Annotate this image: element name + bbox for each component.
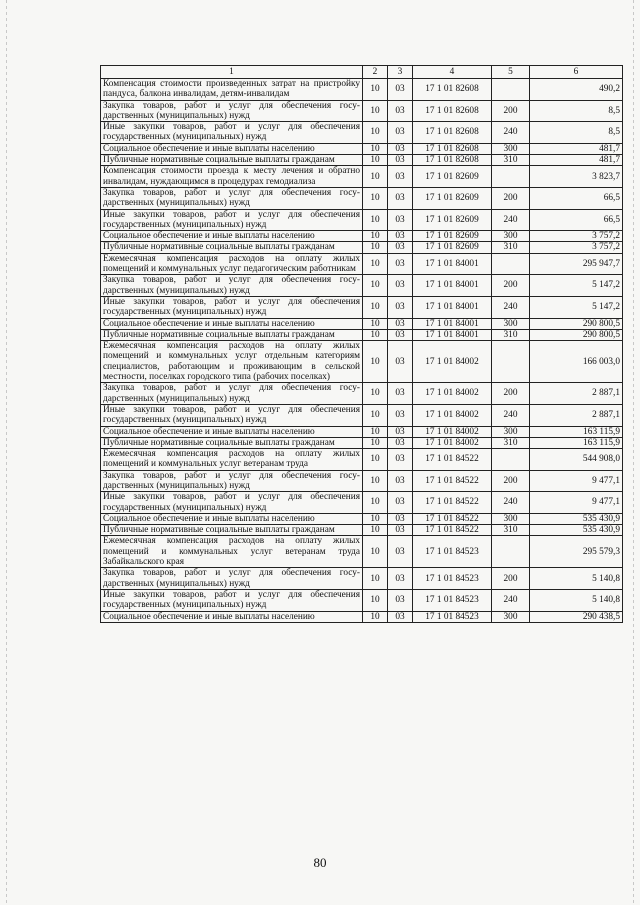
amount-cell: 163 115,9 <box>530 437 623 448</box>
expense-type-cell: 240 <box>492 589 530 611</box>
expense-name-cell: Иные закупки товаров, работ и услуг для обеспечения государственных (муниципальных) нужд <box>101 404 363 426</box>
table-row <box>101 242 623 253</box>
target-article-cell: 17 1 01 84522 <box>413 449 492 471</box>
section-code-cell: 10 <box>363 426 388 437</box>
subsection-code-cell: 03 <box>388 122 413 144</box>
subsection-code-cell: 03 <box>388 329 413 340</box>
expense-type-cell: 310 <box>492 155 530 166</box>
expense-type-cell: 310 <box>492 242 530 253</box>
subsection-code-cell: 03 <box>388 100 413 122</box>
target-article-cell: 17 1 01 84001 <box>413 296 492 318</box>
amount-cell: 163 115,9 <box>530 426 623 437</box>
amount-cell: 295 947,7 <box>530 253 623 275</box>
table-row <box>101 166 623 188</box>
table-row <box>101 611 623 622</box>
section-code-cell: 10 <box>363 242 388 253</box>
expense-name-cell: Иные закупки товаров, работ и услуг для обеспечения государственных (муниципальных) нужд <box>101 296 363 318</box>
subsection-code-cell: 03 <box>388 242 413 253</box>
subsection-code-cell: 03 <box>388 166 413 188</box>
expense-type-cell: 310 <box>492 329 530 340</box>
subsection-code-cell: 03 <box>388 209 413 231</box>
target-article-cell: 17 1 01 84523 <box>413 536 492 568</box>
table-row <box>101 143 623 154</box>
expense-type-cell: 300 <box>492 231 530 242</box>
page-number: 80 <box>313 855 327 870</box>
amount-cell: 290 800,5 <box>530 318 623 329</box>
subsection-code-cell: 03 <box>388 611 413 622</box>
expense-name-cell: Закупка товаров, работ и услуг для обеспечения государственных (муниципальных) нужд <box>101 383 363 405</box>
table-row <box>101 296 623 318</box>
subsection-code-cell: 03 <box>388 341 413 383</box>
header-col-4: 4 <box>413 66 492 79</box>
section-code-cell: 10 <box>363 318 388 329</box>
target-article-cell: 17 1 01 84002 <box>413 426 492 437</box>
subsection-code-cell: 03 <box>388 449 413 471</box>
table-row <box>101 449 623 471</box>
subsection-code-cell: 03 <box>388 275 413 297</box>
subsection-code-cell: 03 <box>388 187 413 209</box>
section-code-cell: 10 <box>363 536 388 568</box>
target-article-cell: 17 1 01 84001 <box>413 275 492 297</box>
expense-type-cell: 310 <box>492 437 530 448</box>
target-article-cell: 17 1 01 84523 <box>413 568 492 590</box>
budget-table <box>100 65 623 623</box>
expense-name-cell: Иные закупки товаров, работ и услуг для обеспечения государственных (муниципальных) нужд <box>101 209 363 231</box>
target-article-cell: 17 1 01 84001 <box>413 329 492 340</box>
expense-name-cell: Иные закупки товаров, работ и услуг для обеспечения государственных (муниципальных) нужд <box>101 589 363 611</box>
header-col-6: 6 <box>530 66 623 79</box>
amount-cell: 9 477,1 <box>530 492 623 514</box>
target-article-cell: 17 1 01 84523 <box>413 589 492 611</box>
section-code-cell: 10 <box>363 513 388 524</box>
expense-name-cell: Компенсация стоимости проезда к месту лечения и обратно инвалидам, нуждающимся в процедурах гемодиализа <box>101 166 363 188</box>
target-article-cell: 17 1 01 82608 <box>413 100 492 122</box>
target-article-cell: 17 1 01 82609 <box>413 187 492 209</box>
table-row <box>101 155 623 166</box>
header-col-5: 5 <box>492 66 530 79</box>
amount-cell: 544 908,0 <box>530 449 623 471</box>
subsection-code-cell: 03 <box>388 253 413 275</box>
page-edge-left <box>6 0 7 905</box>
target-article-cell: 17 1 01 82609 <box>413 209 492 231</box>
target-article-cell: 17 1 01 84002 <box>413 437 492 448</box>
amount-cell: 8,5 <box>530 100 623 122</box>
section-code-cell: 10 <box>363 187 388 209</box>
section-code-cell: 10 <box>363 143 388 154</box>
expense-type-cell: 300 <box>492 318 530 329</box>
expense-name-cell: Компенсация стоимости произведенных затрат на пристройку пандуса, балкона инвалидам, детям-инвалидам <box>101 79 363 101</box>
expense-name-cell: Публичные нормативные социальные выплаты гражданам <box>101 155 363 166</box>
amount-cell: 166 003,0 <box>530 341 623 383</box>
target-article-cell: 17 1 01 82609 <box>413 231 492 242</box>
section-code-cell: 10 <box>363 492 388 514</box>
target-article-cell: 17 1 01 84522 <box>413 470 492 492</box>
target-article-cell: 17 1 01 84522 <box>413 525 492 536</box>
target-article-cell: 17 1 01 82609 <box>413 166 492 188</box>
section-code-cell: 10 <box>363 79 388 101</box>
expense-name-cell: Ежемесячная компенсация расходов на оплату жилых помещений и коммунальных услуг ветеранам труда <box>101 449 363 471</box>
subsection-code-cell: 03 <box>388 143 413 154</box>
target-article-cell: 17 1 01 84522 <box>413 513 492 524</box>
subsection-code-cell: 03 <box>388 79 413 101</box>
subsection-code-cell: 03 <box>388 589 413 611</box>
expense-name-cell: Иные закупки товаров, работ и услуг для обеспечения государственных (муниципальных) нужд <box>101 122 363 144</box>
section-code-cell: 10 <box>363 383 388 405</box>
target-article-cell: 17 1 01 84523 <box>413 611 492 622</box>
expense-name-cell: Ежемесячная компенсация расходов на оплату жилых помещений и коммунальных услуг ветеранам труда Забайкальского края <box>101 536 363 568</box>
amount-cell: 2 887,1 <box>530 383 623 405</box>
amount-cell: 295 579,3 <box>530 536 623 568</box>
expense-type-cell <box>492 341 530 383</box>
expense-name-cell: Публичные нормативные социальные выплаты гражданам <box>101 437 363 448</box>
amount-cell: 3 757,2 <box>530 242 623 253</box>
expense-name-cell: Публичные нормативные социальные выплаты гражданам <box>101 242 363 253</box>
amount-cell: 5 147,2 <box>530 296 623 318</box>
expense-name-cell: Закупка товаров, работ и услуг для обеспечения государственных (муниципальных) нужд <box>101 568 363 590</box>
section-code-cell: 10 <box>363 231 388 242</box>
expense-type-cell: 300 <box>492 611 530 622</box>
table-row <box>101 536 623 568</box>
header-col-3: 3 <box>388 66 413 79</box>
table-row <box>101 589 623 611</box>
table-header-row <box>101 66 623 79</box>
subsection-code-cell: 03 <box>388 568 413 590</box>
table-row <box>101 437 623 448</box>
section-code-cell: 10 <box>363 329 388 340</box>
section-code-cell: 10 <box>363 166 388 188</box>
amount-cell: 2 887,1 <box>530 404 623 426</box>
amount-cell: 535 430,9 <box>530 525 623 536</box>
expense-type-cell <box>492 449 530 471</box>
table-row <box>101 341 623 383</box>
table-row <box>101 209 623 231</box>
subsection-code-cell: 03 <box>388 492 413 514</box>
subsection-code-cell: 03 <box>388 231 413 242</box>
expense-type-cell: 240 <box>492 122 530 144</box>
subsection-code-cell: 03 <box>388 383 413 405</box>
table-row <box>101 329 623 340</box>
table-row <box>101 100 623 122</box>
expense-type-cell: 240 <box>492 296 530 318</box>
expense-name-cell: Социальное обеспечение и иные выплаты населению <box>101 318 363 329</box>
expense-name-cell: Закупка товаров, работ и услуг для обеспечения государственных (муниципальных) нужд <box>101 470 363 492</box>
target-article-cell: 17 1 01 82608 <box>413 143 492 154</box>
amount-cell: 290 800,5 <box>530 329 623 340</box>
header-col-2: 2 <box>363 66 388 79</box>
expense-name-cell: Закупка товаров, работ и услуг для обеспечения государственных (муниципальных) нужд <box>101 100 363 122</box>
amount-cell: 5 147,2 <box>530 275 623 297</box>
section-code-cell: 10 <box>363 589 388 611</box>
target-article-cell: 17 1 01 84002 <box>413 383 492 405</box>
section-code-cell: 10 <box>363 470 388 492</box>
table-row <box>101 383 623 405</box>
section-code-cell: 10 <box>363 525 388 536</box>
expense-type-cell: 240 <box>492 492 530 514</box>
expense-name-cell: Социальное обеспечение и иные выплаты населению <box>101 143 363 154</box>
section-code-cell: 10 <box>363 437 388 448</box>
subsection-code-cell: 03 <box>388 318 413 329</box>
amount-cell: 3 757,2 <box>530 231 623 242</box>
expense-name-cell: Иные закупки товаров, работ и услуг для обеспечения государственных (муниципальных) нужд <box>101 492 363 514</box>
target-article-cell: 17 1 01 84001 <box>413 253 492 275</box>
target-article-cell: 17 1 01 82609 <box>413 242 492 253</box>
expense-type-cell: 310 <box>492 525 530 536</box>
target-article-cell: 17 1 01 84522 <box>413 492 492 514</box>
expense-type-cell <box>492 166 530 188</box>
expense-name-cell: Ежемесячная компенсация расходов на оплату жилых помещений и коммунальных услуг отдельным категориям специалистов, работающим и проживающим в сельской местности, поселках городского типа (рабочих поселках) <box>101 341 363 383</box>
expense-name-cell: Социальное обеспечение и иные выплаты населению <box>101 426 363 437</box>
expense-type-cell <box>492 253 530 275</box>
table-row <box>101 187 623 209</box>
table-row <box>101 231 623 242</box>
expense-type-cell <box>492 536 530 568</box>
expense-type-cell: 200 <box>492 275 530 297</box>
table-row <box>101 525 623 536</box>
expense-name-cell: Социальное обеспечение и иные выплаты населению <box>101 513 363 524</box>
expense-type-cell: 240 <box>492 209 530 231</box>
page-edge-right <box>633 0 634 905</box>
expense-name-cell: Публичные нормативные социальные выплаты гражданам <box>101 525 363 536</box>
expense-type-cell: 200 <box>492 470 530 492</box>
subsection-code-cell: 03 <box>388 404 413 426</box>
subsection-code-cell: 03 <box>388 536 413 568</box>
section-code-cell: 10 <box>363 568 388 590</box>
section-code-cell: 10 <box>363 155 388 166</box>
expense-type-cell: 300 <box>492 513 530 524</box>
target-article-cell: 17 1 01 82608 <box>413 122 492 144</box>
section-code-cell: 10 <box>363 341 388 383</box>
subsection-code-cell: 03 <box>388 437 413 448</box>
expense-type-cell: 240 <box>492 404 530 426</box>
section-code-cell: 10 <box>363 209 388 231</box>
target-article-cell: 17 1 01 82608 <box>413 79 492 101</box>
table-body <box>101 79 623 623</box>
target-article-cell: 17 1 01 84002 <box>413 341 492 383</box>
amount-cell: 490,2 <box>530 79 623 101</box>
section-code-cell: 10 <box>363 122 388 144</box>
expense-name-cell: Социальное обеспечение и иные выплаты населению <box>101 231 363 242</box>
amount-cell: 535 430,9 <box>530 513 623 524</box>
expense-name-cell: Закупка товаров, работ и услуг для обеспечения государственных (муниципальных) нужд <box>101 275 363 297</box>
expense-name-cell: Социальное обеспечение и иные выплаты населению <box>101 611 363 622</box>
target-article-cell: 17 1 01 84001 <box>413 318 492 329</box>
section-code-cell: 10 <box>363 404 388 426</box>
amount-cell: 9 477,1 <box>530 470 623 492</box>
table-row <box>101 470 623 492</box>
header-col-1: 1 <box>101 66 363 79</box>
expense-type-cell: 200 <box>492 383 530 405</box>
table-row <box>101 404 623 426</box>
table-row <box>101 275 623 297</box>
table-row <box>101 568 623 590</box>
section-code-cell: 10 <box>363 449 388 471</box>
amount-cell: 5 140,8 <box>530 589 623 611</box>
expense-name-cell: Закупка товаров, работ и услуг для обеспечения государственных (муниципальных) нужд <box>101 187 363 209</box>
table-row <box>101 492 623 514</box>
section-code-cell: 10 <box>363 100 388 122</box>
subsection-code-cell: 03 <box>388 426 413 437</box>
table-row <box>101 318 623 329</box>
table-row <box>101 79 623 101</box>
expense-type-cell: 200 <box>492 100 530 122</box>
amount-cell: 66,5 <box>530 187 623 209</box>
section-code-cell: 10 <box>363 253 388 275</box>
section-code-cell: 10 <box>363 296 388 318</box>
amount-cell: 290 438,5 <box>530 611 623 622</box>
subsection-code-cell: 03 <box>388 525 413 536</box>
table-row <box>101 253 623 275</box>
subsection-code-cell: 03 <box>388 470 413 492</box>
target-article-cell: 17 1 01 82608 <box>413 155 492 166</box>
subsection-code-cell: 03 <box>388 296 413 318</box>
table-row <box>101 426 623 437</box>
target-article-cell: 17 1 01 84002 <box>413 404 492 426</box>
table-row <box>101 513 623 524</box>
amount-cell: 3 823,7 <box>530 166 623 188</box>
section-code-cell: 10 <box>363 275 388 297</box>
expense-type-cell: 300 <box>492 143 530 154</box>
subsection-code-cell: 03 <box>388 155 413 166</box>
amount-cell: 481,7 <box>530 155 623 166</box>
expense-type-cell: 300 <box>492 426 530 437</box>
expense-name-cell: Публичные нормативные социальные выплаты гражданам <box>101 329 363 340</box>
table-row <box>101 122 623 144</box>
expense-name-cell: Ежемесячная компенсация расходов на оплату жилых помещений и коммунальных услуг педагогическим работникам <box>101 253 363 275</box>
amount-cell: 481,7 <box>530 143 623 154</box>
section-code-cell: 10 <box>363 611 388 622</box>
expense-type-cell <box>492 79 530 101</box>
expense-type-cell: 200 <box>492 568 530 590</box>
expense-type-cell: 200 <box>492 187 530 209</box>
amount-cell: 8,5 <box>530 122 623 144</box>
subsection-code-cell: 03 <box>388 513 413 524</box>
amount-cell: 5 140,8 <box>530 568 623 590</box>
amount-cell: 66,5 <box>530 209 623 231</box>
